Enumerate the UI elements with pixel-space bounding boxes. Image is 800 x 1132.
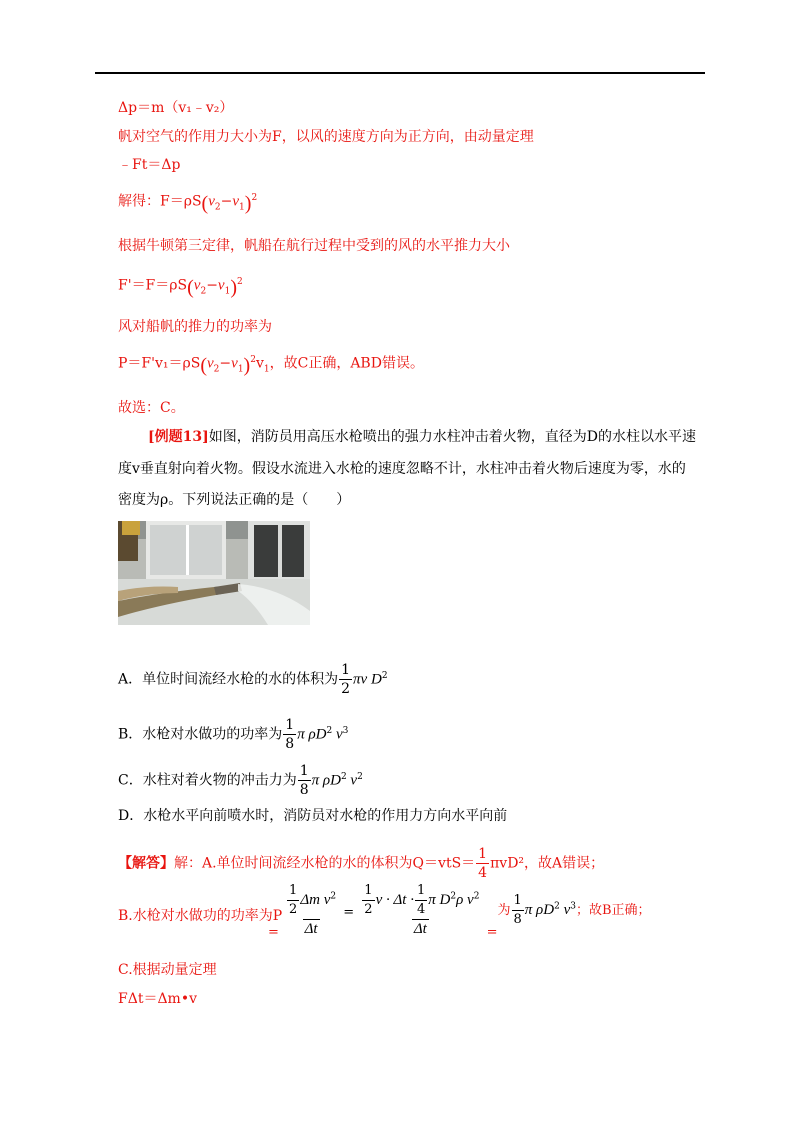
firefighter-photo bbox=[118, 521, 310, 625]
answer-b-text: B.水枪对水做功的功率为P bbox=[118, 908, 283, 924]
text-force-on-air: 帆对空气的作用力大小为F，以风的速度方向为正方向，由动量定理 bbox=[118, 129, 534, 145]
example-stem-line2: 度v垂直射向着火物。假设水流进入水枪的速度忽略不计，水柱冲击着火物后速度为零，水的 bbox=[118, 461, 686, 477]
eq-force-solution: 解得：$F=\rho S(v_2-v_1)^2$ bbox=[118, 192, 258, 215]
option-b-text: B．水枪对水做功的功率为 bbox=[118, 726, 283, 743]
answer-line-b bbox=[118, 906, 282, 926]
eq-power-prefix: P＝F'v₁＝ρS bbox=[118, 355, 201, 372]
option-c-text: C．水柱对着火物的冲击力为 bbox=[118, 772, 297, 789]
answer-a-text: 解：A.单位时间流经水枪的水的体积为Q＝vtS＝ bbox=[174, 855, 476, 872]
option-c[interactable]: C．水柱对着火物的冲击力为 $\frac{1}{8}$ π $\rho D^2$ $v^2$ bbox=[118, 763, 363, 798]
answer-b-tail: 为 bbox=[497, 903, 511, 918]
eq-power-suffix: ，故C正确，ABD错误。 bbox=[269, 355, 424, 372]
example-tag: [例题13] bbox=[148, 429, 209, 445]
answer-line-a: 【解答】解：A.单位时间流经水枪的水的体积为Q＝vtS＝ $\frac{1}{4}$ πvD²，故A错误； bbox=[118, 846, 605, 881]
answer-b-end: ；故B正确； bbox=[575, 903, 651, 918]
eq-thrust: $F'=F=\rho S(v_2-v_1)^2$ bbox=[118, 276, 243, 299]
example-stem-line1 bbox=[148, 427, 696, 447]
option-a[interactable]: A．单位时间流经水枪的水的体积为 $\frac{1}{2}$ πv $D^2$ bbox=[118, 662, 388, 697]
answer-line-c-eq: FΔt＝Δm•v bbox=[118, 991, 198, 1007]
answer-b-formula: = $\frac{1}{2}$ Δm $v^2$ Δt = $\frac{1}{2}$ v · Δt · $\frac{1}{4}$ π $D^2\rho$ $v^2$ Δt =为 $\frac{1}{8}$ π $\rho D^2$ $v^3$；故B正确； bbox=[268, 883, 651, 940]
eq-force-prefix: 解得：F＝ρS bbox=[118, 193, 202, 210]
header-rule bbox=[95, 72, 705, 74]
answer-a-tail: πvD²，故A错误； bbox=[490, 855, 605, 872]
text-answer-choice: 故选：C。 bbox=[118, 400, 185, 416]
example-stem-line3: 密度为ρ。下列说法正确的是（ ） bbox=[118, 492, 351, 508]
option-a-text: A．单位时间流经水枪的水的体积为 bbox=[118, 671, 339, 688]
eq-impulse: ﹣Ft＝Δp bbox=[118, 157, 181, 173]
text-power-intro: 风对船帆的推力的功率为 bbox=[118, 319, 272, 335]
eq-momentum-change: Δp＝m（v₁﹣v₂） bbox=[118, 100, 234, 116]
answer-tag: 【解答】 bbox=[118, 855, 174, 872]
option-b[interactable]: B．水枪对水做功的功率为 $\frac{1}{8}$ π $\rho D^2$ $v^3$ bbox=[118, 717, 349, 752]
answer-line-c: C.根据动量定理 bbox=[118, 962, 217, 978]
firefighter-water-gun-photo bbox=[118, 521, 310, 625]
eq-power: $P=F'v_1=\rho S(v_2-v_1)^2v_1$，故C正确，ABD错误。 bbox=[118, 354, 424, 377]
eq-thrust-prefix: F'＝F＝ρS bbox=[118, 277, 188, 294]
option-d[interactable]: D．水枪水平向前喷水时，消防员对水枪的作用力方向水平向前 bbox=[118, 808, 508, 824]
text-newton-third-law: 根据牛顿第三定律，帆船在航行过程中受到的风的水平推力大小 bbox=[118, 238, 510, 254]
example-text-1: 如图，消防员用高压水枪喷出的强力水柱冲击着火物，直径为D的水柱以水平速 bbox=[208, 429, 696, 445]
